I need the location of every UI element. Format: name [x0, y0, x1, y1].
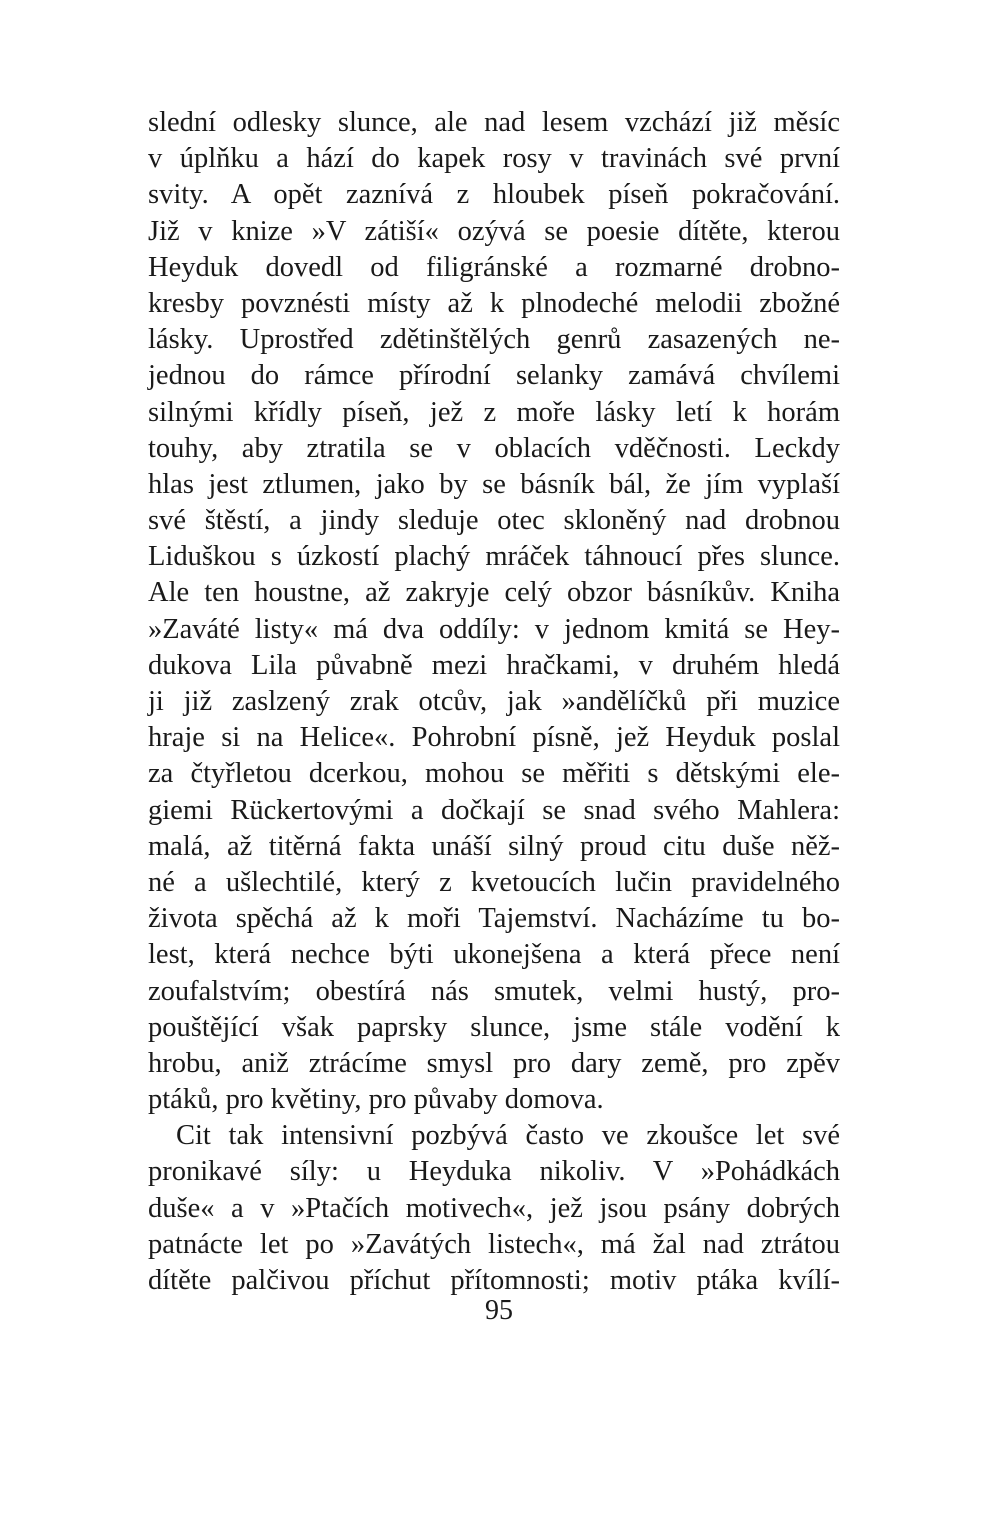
text-line: pronikavé síly: u Heyduka nikoliv. V »Pohádkách — [148, 1156, 840, 1188]
text-line: né a ušlechtilé, který z kvetoucích lučin pravidelného — [148, 866, 840, 898]
text-line: Již v knize »V zátiší« ozývá se poesie dítěte, kterou — [148, 215, 840, 247]
page-number: 95 — [485, 1295, 513, 1326]
text-line: zoufalstvím; obestírá nás smutek, velmi hustý, pro- — [148, 975, 840, 1007]
text-line: »Zaváté listy« má dva oddíly: v jednom kmitá se Hey- — [148, 613, 840, 645]
text-line: svity. A opět zaznívá z hloubek píseň pokračování. — [148, 179, 840, 211]
text-line: malá, až titěrná fakta unáší silný proud citu duše něž- — [148, 830, 840, 862]
text-line: patnácte let po »Zavátých listech«, má žal nad ztrátou — [148, 1228, 840, 1260]
body-text — [148, 105, 840, 1299]
text-line: v úplňku a hází do kapek rosy v travinách své první — [148, 143, 840, 175]
text-line: pouštějící však paprsky slunce, jsme stále vodění k — [148, 1011, 840, 1043]
paragraph-start-line: Cit tak intensivní pozbývá často ve zkoušce let své — [176, 1120, 840, 1152]
text-line: silnými křídly píseň, jež z moře lásky letí k horám — [148, 396, 840, 428]
text-line: Liduškou s úzkostí plachý mráček táhnoucí přes slunce. — [148, 541, 840, 573]
text-line: ji již zaslzený zrak otcův, jak »andělíčků při muzice — [148, 686, 840, 717]
text-line: dukova Lila půvabně mezi hračkami, v druhém hledá — [148, 649, 840, 681]
text-line: Ale ten houstne, až zakryje celý obzor básníkův. Kniha — [148, 577, 840, 609]
text-line: hlas jest ztlumen, jako by se básník bál, že jím vyplaší — [148, 468, 840, 500]
text-line: hraje si na Helice«. Pohrobní písně, jež Heyduk poslal — [148, 722, 840, 754]
text-line: touhy, aby ztratila se v oblacích vděčnosti. Leckdy — [148, 432, 840, 464]
text-line: lásky. Uprostřed zdětinštělých genrů zasazených ne- — [148, 324, 840, 356]
text-line: hrobu, aniž ztrácíme smysl pro dary země, pro zpěv — [148, 1047, 840, 1079]
text-line: života spěchá až k moři Tajemství. Nacházíme tu bo- — [148, 903, 840, 935]
text-line: jednou do rámce přírodní selanky zamává chvílemi — [148, 360, 840, 392]
text-line: kresby povznésti místy až k plnodeché melodii zbožné — [148, 287, 840, 319]
text-line: giemi Rückertovými a dočkají se snad svého Mahlera: — [148, 794, 840, 826]
text-line: za čtyřletou dcerkou, mohou se měřiti s dětskými ele- — [148, 758, 840, 790]
text-line: Heyduk dovedl od filigránské a rozmarné drobno- — [148, 251, 840, 283]
text-line: duše« a v »Ptačích motivech«, jež jsou psány dobrých — [148, 1192, 840, 1224]
paragraph-end-line: ptáků, pro květiny, pro půvaby domova. — [148, 1084, 604, 1116]
text-line: lest, která nechce býti ukonejšena a která přece není — [148, 939, 840, 971]
text-line: své štěstí, a jindy sleduje otec skloněný nad drobnou — [148, 505, 840, 537]
text-line: dítěte palčivou příchut přítomnosti; motiv ptáka kvílí- — [148, 1265, 840, 1296]
text-line: slední odlesky slunce, ale nad lesem vzchází již měsíc — [148, 107, 840, 138]
